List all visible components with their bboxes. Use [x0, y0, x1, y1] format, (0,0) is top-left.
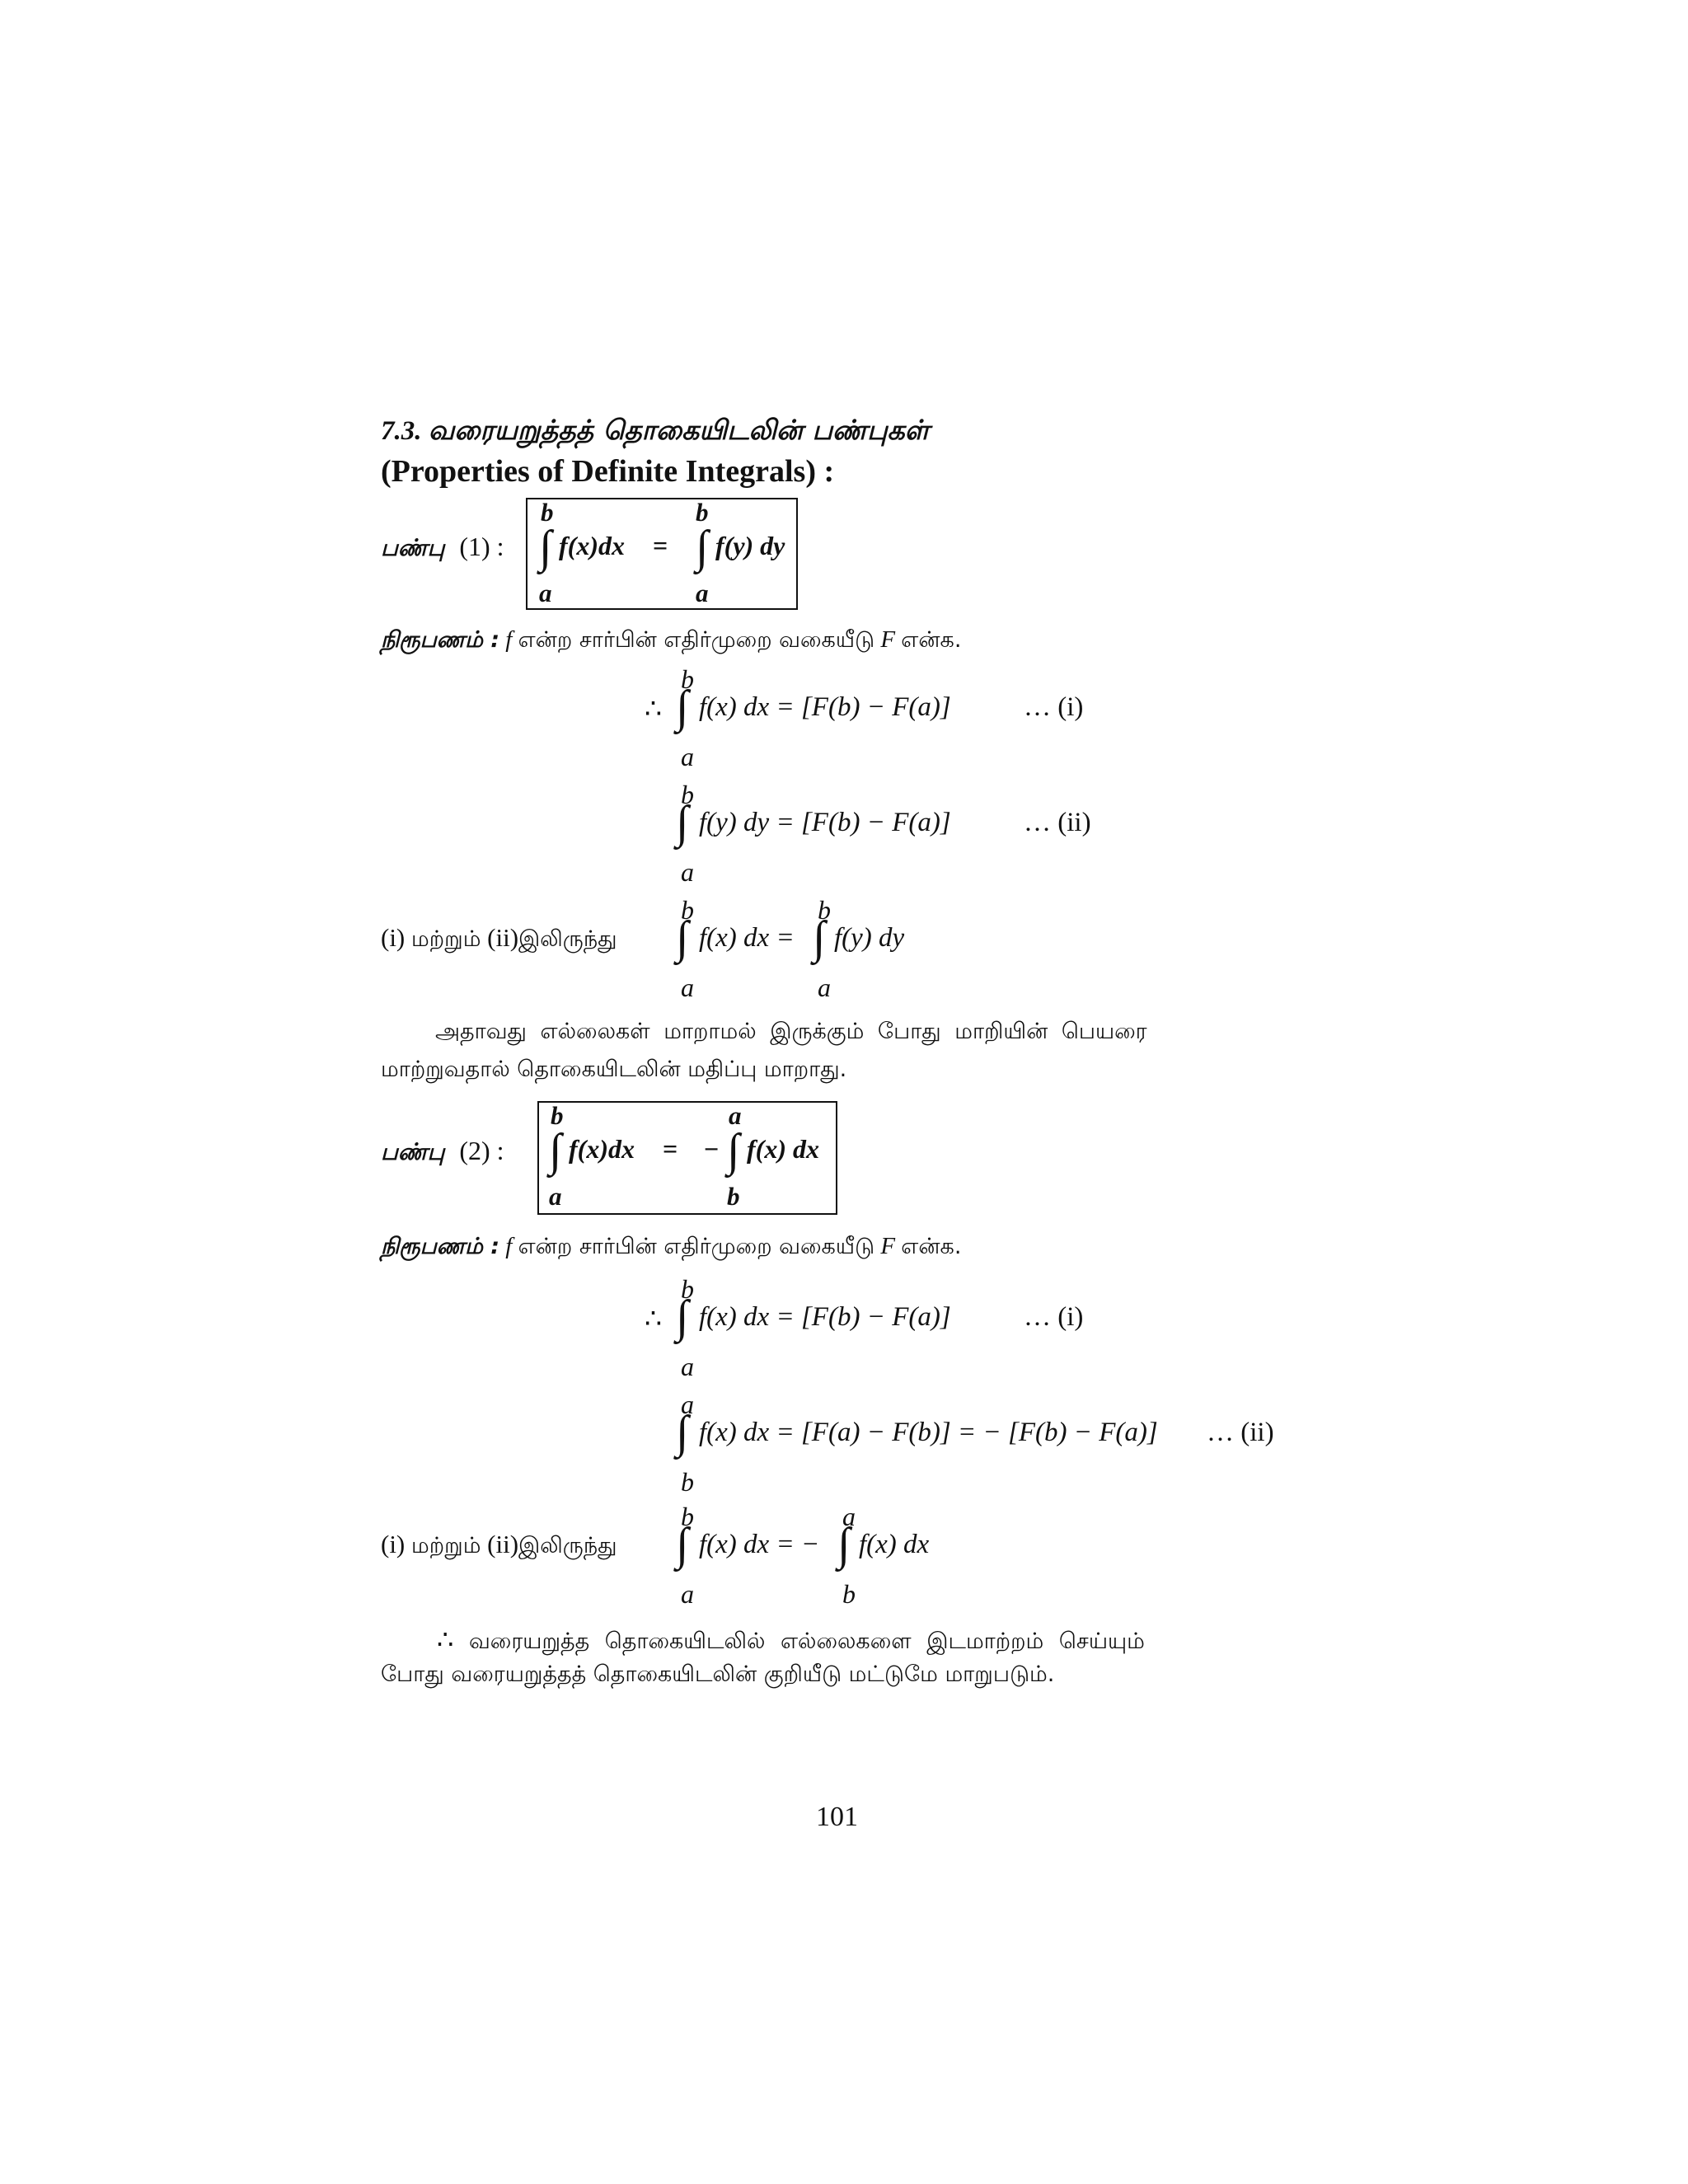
explanation-line-2: மாற்றுவதால் தொகையிடலின் மதிப்பு மாறாது.	[381, 1057, 847, 1082]
property-word: பண்பு	[381, 534, 445, 561]
lower-limit: b	[727, 1182, 740, 1211]
section-title-english: (Properties of Definite Integrals) :	[381, 454, 835, 489]
proof-line: நிரூபணம் : f என்ற சார்பின் எதிர்முறை வகையீடு F என்க.	[381, 1233, 962, 1259]
upper-limit: b	[696, 498, 709, 527]
equals-sign: =	[653, 531, 668, 560]
upper-limit: b	[541, 498, 554, 527]
property-1-label	[381, 532, 504, 565]
lower-limit: a	[539, 579, 552, 607]
result-equation-end: f(x) dx	[859, 1530, 930, 1559]
lower-limit: a	[681, 1579, 694, 1609]
property-number: (2) :	[459, 1136, 504, 1165]
integral-sign: ∫	[676, 1407, 689, 1458]
upper-limit: b	[551, 1101, 564, 1130]
integrand: f(y) dy	[715, 531, 785, 560]
minus-sign: −	[704, 1134, 720, 1164]
lower-limit: a	[681, 857, 694, 887]
upper-limit: b	[681, 664, 694, 694]
property-2-label	[381, 1136, 504, 1169]
from-statement: (i) மற்றும் (ii)இலிருந்து	[381, 923, 617, 952]
equation-2: f(x) dx = [F(a) − F(b)] = − [F(b) − F(a)]	[699, 1418, 1158, 1447]
integral-sign: ∫	[676, 1291, 689, 1343]
property-number: (1) :	[459, 532, 504, 561]
equation-1: f(x) dx = [F(b) − F(a)]	[699, 692, 951, 722]
page-number: 101	[816, 1802, 858, 1832]
lower-limit: a	[549, 1182, 562, 1211]
upper-limit: b	[681, 895, 694, 925]
proof-line: நிரூபணம் : f என்ற சார்பின் எதிர்முறை வகையீடு F என்க.	[381, 626, 962, 653]
upper-limit: a	[681, 1390, 694, 1419]
lower-limit: b	[842, 1579, 856, 1609]
integral-sign: ∫	[676, 797, 689, 848]
property-word: பண்பு	[381, 1138, 445, 1165]
therefore-symbol: ∴	[645, 695, 662, 724]
integral-sign: ∫	[696, 522, 709, 573]
section-number: 7.3.	[381, 416, 422, 446]
equation-tag: … (i)	[1024, 1302, 1084, 1332]
upper-limit: b	[681, 1274, 694, 1304]
integral-sign: ∫	[676, 1519, 689, 1570]
integrand: f(x)dx	[559, 531, 625, 560]
lower-limit: a	[818, 972, 831, 1002]
equation-tag: … (ii)	[1207, 1418, 1274, 1447]
section-title-tamil: வரையறுத்தத் தொகையிடலின் பண்புகள்	[428, 414, 930, 446]
explanation-line-1: அதாவது எல்லைகள் மாறாமல் இருக்கும் போது மாறியின் பெயரை	[435, 1019, 1147, 1044]
section-heading	[381, 414, 929, 450]
lower-limit: b	[681, 1467, 694, 1497]
integral-sign: ∫	[813, 912, 826, 963]
integrand: f(x) dx	[747, 1134, 819, 1164]
integral-sign: ∫	[837, 1519, 851, 1570]
from-statement: (i) மற்றும் (ii)இலிருந்து	[381, 1530, 617, 1558]
therefore-symbol: ∴	[645, 1305, 662, 1334]
lower-limit: a	[681, 972, 694, 1002]
therefore-symbol: ∴	[437, 1624, 454, 1654]
equals-sign: =	[663, 1134, 678, 1164]
upper-limit: b	[681, 780, 694, 809]
upper-limit: b	[681, 1502, 694, 1531]
integral-sign: ∫	[676, 682, 689, 733]
lower-limit: a	[696, 579, 709, 607]
explanation-line-2: போது வரையறுத்தத் தொகையிடலின் குறியீடு மட்டுமே மாறுபடும்.	[381, 1661, 1055, 1687]
lower-limit: a	[681, 742, 694, 771]
upper-limit: a	[729, 1101, 742, 1130]
integral-sign: ∫	[549, 1125, 562, 1176]
proof-label: நிரூபணம் :	[381, 1234, 500, 1259]
integrand: f(x)dx	[569, 1134, 635, 1164]
proof-label: நிரூபணம் :	[381, 627, 500, 653]
equation-1: f(x) dx = [F(b) − F(a)]	[699, 1302, 951, 1332]
upper-limit: a	[842, 1502, 856, 1531]
result-equation-end: f(y) dy	[834, 923, 905, 953]
lower-limit: a	[681, 1352, 694, 1381]
explanation-line-1: ∴ வரையறுத்த தொகையிடலில் எல்லைகளை இடமாற்றம் செய்யும்	[437, 1624, 1145, 1654]
result-equation: f(x) dx = −	[699, 1530, 820, 1559]
equation-tag: … (i)	[1024, 692, 1084, 722]
integral-sign: ∫	[539, 522, 552, 573]
result-equation: f(x) dx =	[699, 923, 795, 953]
property-2-box	[537, 1101, 837, 1215]
property-1-box	[526, 498, 798, 610]
integral-sign: ∫	[676, 912, 689, 963]
upper-limit: b	[818, 895, 831, 925]
equation-tag: … (ii)	[1024, 808, 1091, 837]
equation-2: f(y) dy = [F(b) − F(a)]	[699, 808, 951, 837]
integral-sign: ∫	[727, 1125, 740, 1176]
